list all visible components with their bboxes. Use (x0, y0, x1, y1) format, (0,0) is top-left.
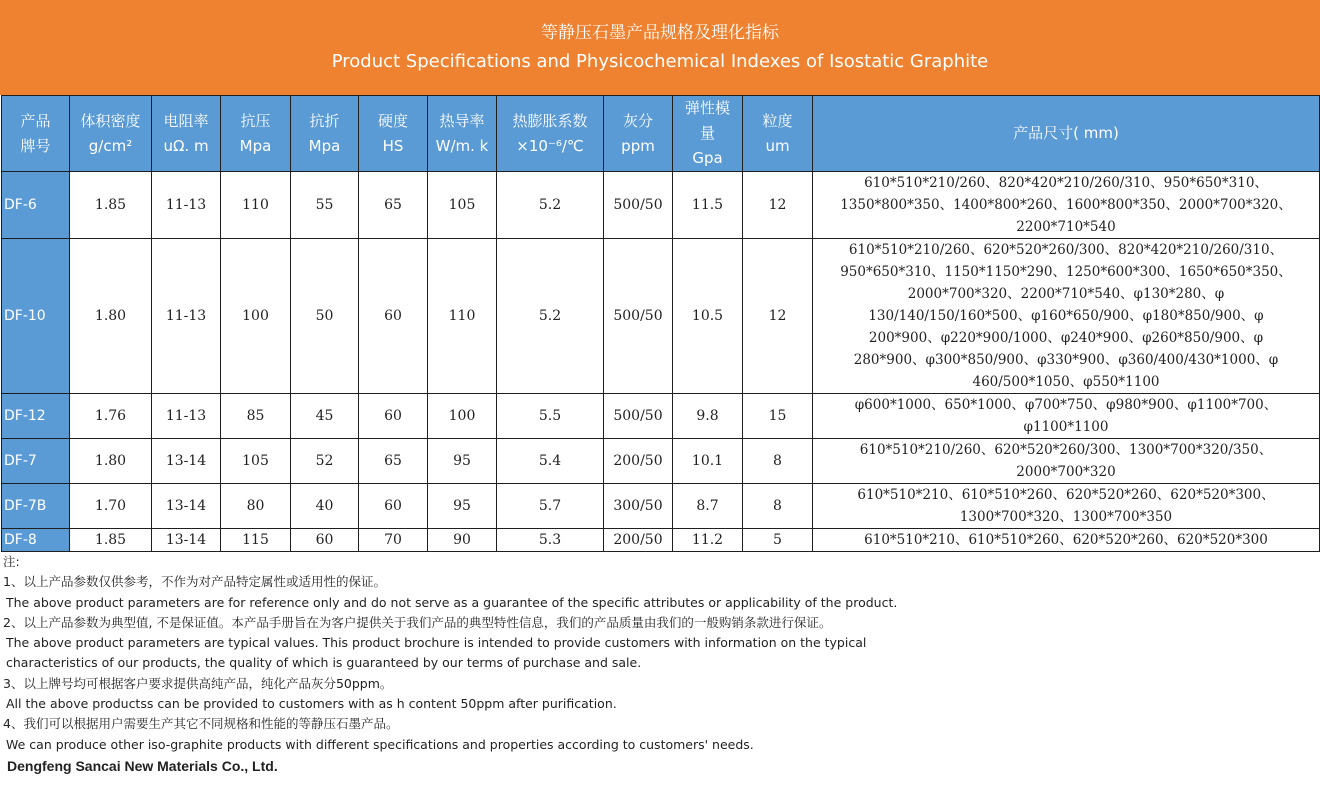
value-cell: 8.7 (673, 484, 743, 529)
value-cell: 105 (221, 439, 291, 484)
value-cell: 70 (359, 529, 428, 552)
grade-cell: DF-6 (2, 172, 70, 239)
grade-cell: DF-12 (2, 394, 70, 439)
table-row (2, 239, 1320, 394)
size-line: 2000*700*320、2200*710*540、φ130*280、φ (907, 286, 1225, 302)
size-line: 1300*700*320、1300*700*350 (959, 509, 1173, 525)
size-cell (813, 172, 1320, 239)
size-line: 280*900、φ300*850/900、φ330*900、φ360/400/430*1000、φ (853, 352, 1279, 368)
size-cell (813, 484, 1320, 529)
value-cell: 100 (428, 394, 497, 439)
size-line: 200*900、φ220*900/1000、φ240*900、φ260*850/900、φ (868, 330, 1264, 346)
value-cell: 300/50 (604, 484, 673, 529)
value-cell: 65 (359, 439, 428, 484)
header-product-size: 产品尺寸( mm) (813, 96, 1320, 172)
note-line: All the above productss can be provided to customers with as h content 50ppm after purification. (6, 696, 617, 712)
table-row (2, 529, 1320, 552)
value-cell: 50 (291, 239, 359, 394)
size-line: 610*510*210/260、820*420*210/260/310、950*650*310、 (864, 175, 1268, 191)
header-thermal-expansion: 热膨胀系数 ×10⁻⁶/℃ (497, 96, 604, 172)
header-resistivity: 电阻率 uΩ. m (152, 96, 221, 172)
value-cell: 1.70 (70, 484, 152, 529)
title-chinese: 等静压石墨产品规格及理化指标 (541, 23, 779, 43)
value-cell: 5 (743, 529, 813, 552)
value-cell: 1.85 (70, 529, 152, 552)
header-elastic-modulus: 弹性模 量 Gpa (673, 96, 743, 172)
note-line: The above product parameters are for reference only and do not serve as a guarantee of the specific attributes or applicability of the product. (6, 594, 898, 610)
value-cell: 110 (428, 239, 497, 394)
value-cell: 55 (291, 172, 359, 239)
value-cell: 40 (291, 484, 359, 529)
grade-cell: DF-7 (2, 439, 70, 484)
company-name: Dengfeng Sancai New Materials Co., Ltd. (7, 757, 278, 774)
size-line: φ1100*1100 (1023, 419, 1109, 435)
value-cell: 95 (428, 439, 497, 484)
size-line: 610*510*210、610*510*260、620*520*260、620*520*300、 (857, 487, 1275, 503)
value-cell: 500/50 (604, 239, 673, 394)
value-cell: 60 (291, 529, 359, 552)
value-cell: 11.2 (673, 529, 743, 552)
table-row (2, 439, 1320, 484)
value-cell: 12 (743, 239, 813, 394)
value-cell: 60 (359, 394, 428, 439)
value-cell: 1.80 (70, 239, 152, 394)
header-ash: 灰分 ppm (604, 96, 673, 172)
value-cell: 115 (221, 529, 291, 552)
value-cell: 5.4 (497, 439, 604, 484)
value-cell: 8 (743, 439, 813, 484)
notes-heading: 注: (3, 554, 20, 569)
value-cell: 500/50 (604, 172, 673, 239)
value-cell: 5.7 (497, 484, 604, 529)
table-row (2, 172, 1320, 239)
value-cell: 5.2 (497, 239, 604, 394)
value-cell: 1.80 (70, 439, 152, 484)
value-cell: 8 (743, 484, 813, 529)
size-line: 2200*710*540 (1016, 219, 1116, 235)
size-line: 460/500*1050、φ550*1100 (972, 374, 1160, 390)
size-cell (813, 394, 1320, 439)
value-cell: 95 (428, 484, 497, 529)
notes-section (0, 552, 1320, 777)
header-density: 体积密度 g/cm² (70, 96, 152, 172)
value-cell: 10.1 (673, 439, 743, 484)
value-cell: 60 (359, 484, 428, 529)
note-line: We can produce other iso-graphite products with different specifications and properties according to customers' needs. (6, 736, 754, 752)
grade-cell: DF-7B (2, 484, 70, 529)
value-cell: 90 (428, 529, 497, 552)
value-cell: 12 (743, 172, 813, 239)
value-cell: 45 (291, 394, 359, 439)
value-cell: 65 (359, 172, 428, 239)
header-grain-size: 粒度 um (743, 96, 813, 172)
grade-cell: DF-8 (2, 529, 70, 552)
size-line: 610*510*210、610*510*260、620*520*260、620*520*300 (864, 532, 1268, 548)
size-line: 950*650*310、1150*1150*290、1250*600*300、1650*650*350、 (840, 264, 1292, 280)
value-cell: 5.2 (497, 172, 604, 239)
header-flexural-strength: 抗折 Mpa (291, 96, 359, 172)
value-cell: 11-13 (152, 239, 221, 394)
note-line: 4、我们可以根据用户需要生产其它不同规格和性能的等静压石墨产品。 (3, 716, 399, 732)
value-cell: 1.76 (70, 394, 152, 439)
grade-cell: DF-10 (2, 239, 70, 394)
value-cell: 5.5 (497, 394, 604, 439)
note-line: The above product parameters are typical values. This product brochure is intended to provide customers with information on the typical (6, 635, 867, 651)
value-cell: 11.5 (673, 172, 743, 239)
value-cell: 13-14 (152, 484, 221, 529)
size-line: φ600*1000、650*1000、φ700*750、φ980*900、φ1100*700、 (854, 397, 1278, 413)
value-cell: 1.85 (70, 172, 152, 239)
header-thermal-conductivity: 热导率 W/m. k (428, 96, 497, 172)
size-line: 1350*800*350、1400*800*260、1600*800*350、2000*700*320、 (840, 197, 1292, 213)
size-cell (813, 529, 1320, 552)
value-cell: 11-13 (152, 394, 221, 439)
value-cell: 500/50 (604, 394, 673, 439)
note-line: 3、以上牌号均可根据客户要求提供高纯产品，纯化产品灰分50ppm。 (3, 675, 393, 691)
table-header-row (2, 96, 1320, 172)
title-banner (0, 0, 1320, 95)
value-cell: 200/50 (604, 529, 673, 552)
note-line: 2、以上产品参数为典型值, 不是保证值。本产品手册旨在为客户提供关于我们产品的典型特性信息，我们的产品质量由我们的一般购销条款进行保证。 (3, 614, 832, 630)
value-cell: 15 (743, 394, 813, 439)
table-row (2, 484, 1320, 529)
value-cell: 11-13 (152, 172, 221, 239)
value-cell: 13-14 (152, 439, 221, 484)
value-cell: 85 (221, 394, 291, 439)
value-cell: 10.5 (673, 239, 743, 394)
value-cell: 105 (428, 172, 497, 239)
value-cell: 13-14 (152, 529, 221, 552)
value-cell: 100 (221, 239, 291, 394)
size-line: 130/140/150/160*500、φ160*650/900、φ180*850/900、φ (868, 308, 1264, 324)
note-line: characteristics of our products, the quality of which is guaranteed by our terms of purchase and sale. (6, 655, 642, 671)
size-cell (813, 439, 1320, 484)
header-hardness: 硬度 HS (359, 96, 428, 172)
value-cell: 200/50 (604, 439, 673, 484)
size-cell (813, 239, 1320, 394)
value-cell: 9.8 (673, 394, 743, 439)
table-row (2, 394, 1320, 439)
value-cell: 60 (359, 239, 428, 394)
note-line: 1、以上产品参数仅供参考，不作为对产品特定属性或适用性的保证。 (3, 574, 386, 590)
title-english: Product Specifications and Physicochemical Indexes of Isostatic Graphite (331, 51, 989, 72)
spec-table (1, 95, 1320, 552)
value-cell: 80 (221, 484, 291, 529)
header-compressive-strength: 抗压 Mpa (221, 96, 291, 172)
header-grade: 产品 牌号 (2, 96, 70, 172)
size-line: 2000*700*320 (1016, 464, 1116, 480)
size-line: 610*510*210/260、620*520*260/300、1300*700*320/350、 (859, 442, 1273, 458)
value-cell: 52 (291, 439, 359, 484)
value-cell: 110 (221, 172, 291, 239)
value-cell: 5.3 (497, 529, 604, 552)
size-line: 610*510*210/260、620*520*260/300、820*420*210/260/310、 (848, 242, 1284, 258)
